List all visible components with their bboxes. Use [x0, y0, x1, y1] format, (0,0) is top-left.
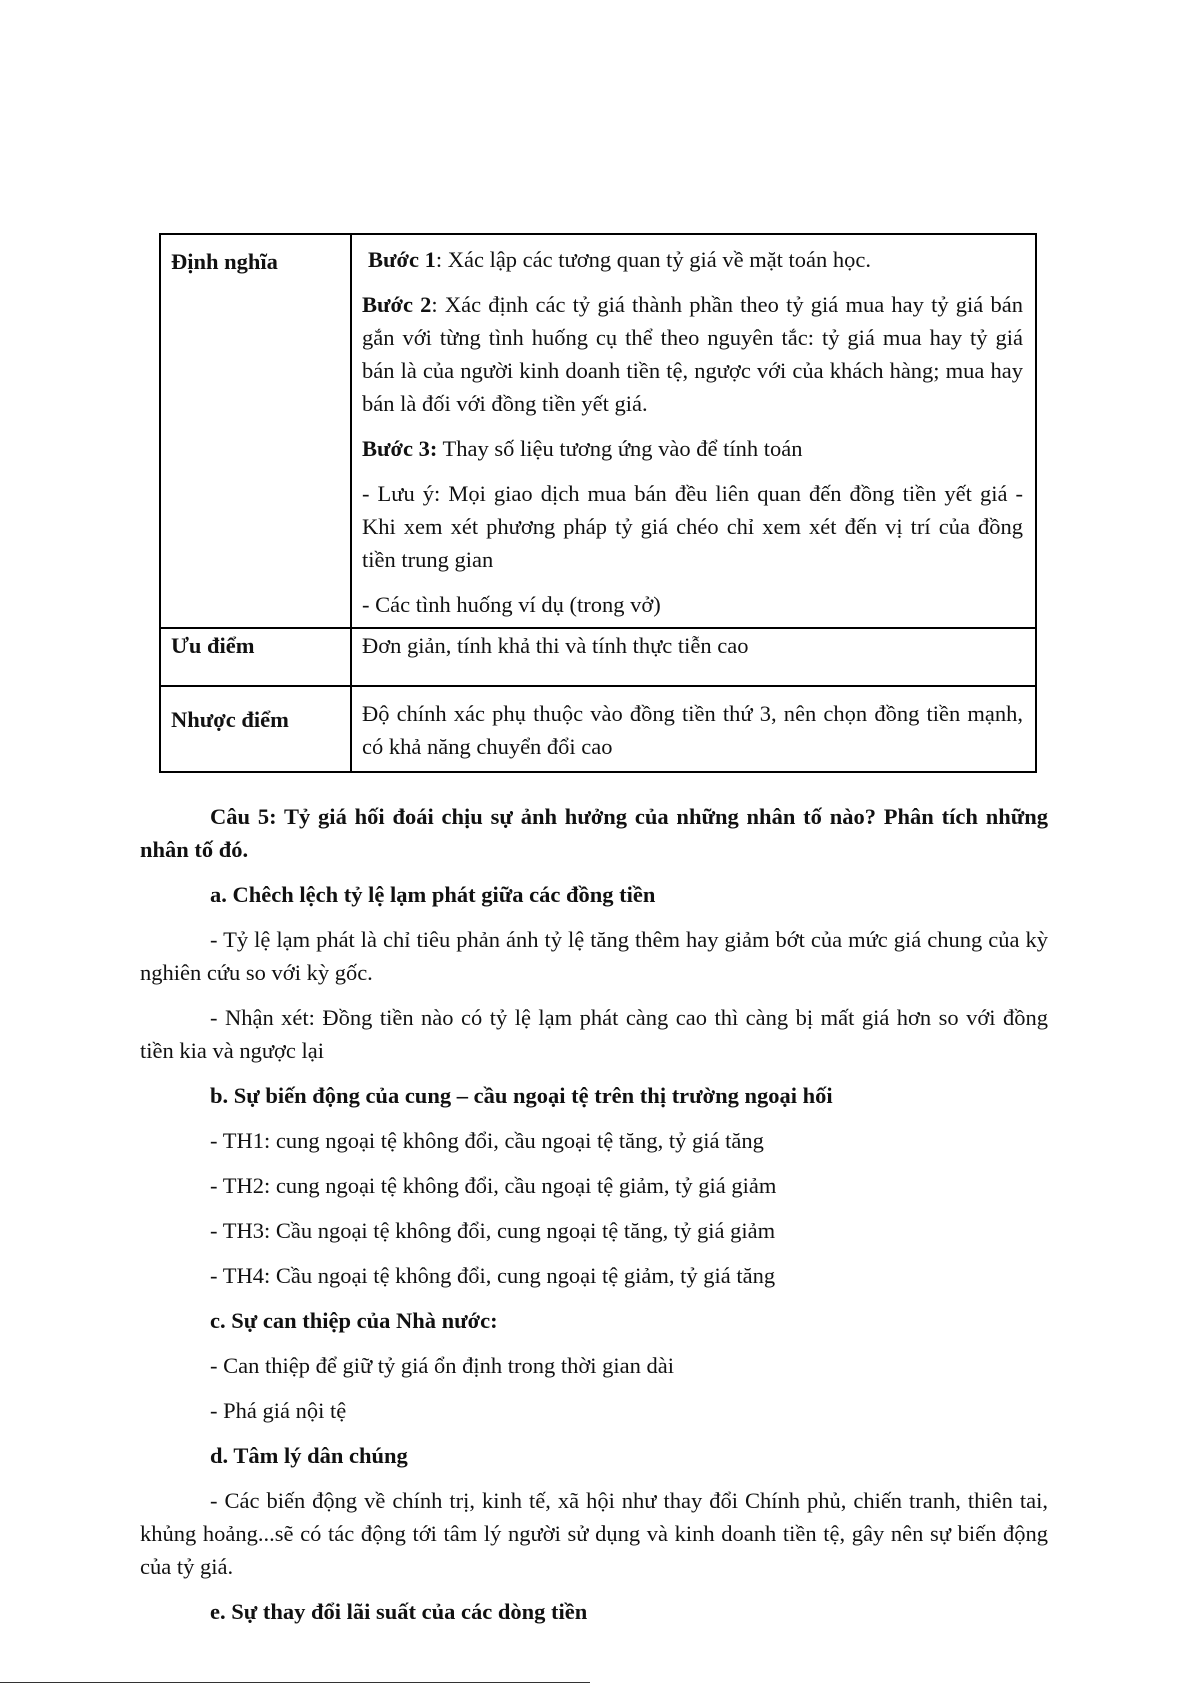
examples-paragraph: - Các tình huống ví dụ (trong vở) [362, 592, 661, 617]
step-3-text: Thay số liệu tương ứng vào để tính toán [437, 436, 803, 461]
section-heading: b. Sự biến động của cung – cầu ngoại tệ trên thị trường ngoại hối [210, 1083, 833, 1108]
section-heading: c. Sự can thiệp của Nhà nước: [210, 1308, 498, 1333]
row-label: Nhược điểm [160, 686, 351, 772]
footer-divider [0, 1682, 590, 1683]
question-heading: Câu 5: Tỷ giá hối đoái chịu sự ảnh hưởng của những nhân tố nào? Phân tích những nhân tố đó. [140, 804, 1048, 862]
step-3 [362, 432, 1023, 465]
row-content: Độ chính xác phụ thuộc vào đồng tiền thứ 3, nên chọn đồng tiền mạnh, có khả năng chuyển đổi cao [351, 686, 1036, 772]
section-heading: e. Sự thay đổi lãi suất của các dòng tiền [210, 1599, 588, 1624]
section-heading: a. Chêch lệch tỷ lệ lạm phát giữa các đồng tiền [210, 882, 656, 907]
list-item: - TH2: cung ngoại tệ không đổi, cầu ngoại tệ giảm, tỷ giá giảm [210, 1173, 777, 1198]
method-table [159, 233, 1037, 773]
list-item: - TH1: cung ngoại tệ không đổi, cầu ngoại tệ tăng, tỷ giá tăng [210, 1128, 764, 1153]
step-2-text: : Xác định các tỷ giá thành phần theo tỷ giá mua hay tỷ giá bán gắn với từng tình huống cụ thể theo nguyên tắc: tỷ giá mua hay tỷ giá bán là của người kinh doanh tiền tệ, ngược với của khách hàng; mua hay bán là đối với đồng tiền yết giá. [362, 292, 1023, 416]
step-3-label: Bước 3: [362, 436, 438, 461]
table-row [160, 234, 1036, 628]
list-item: - Phá giá nội tệ [210, 1398, 347, 1423]
list-item: - Can thiệp để giữ tỷ giá ổn định trong thời gian dài [210, 1353, 675, 1378]
step-1-label: Bước 1 [368, 247, 436, 272]
paragraph: - Tỷ lệ lạm phát là chỉ tiêu phản ánh tỷ lệ tăng thêm hay giảm bớt của mức giá chung của kỳ nghiên cứu so với kỳ gốc. [140, 927, 1048, 985]
row-content [351, 234, 1036, 628]
row-label: Ưu điểm [160, 628, 351, 686]
step-2-label: Bước 2 [362, 292, 432, 317]
step-1-text: : Xác lập các tương quan tỷ giá về mặt toán học. [435, 247, 872, 272]
table-row [160, 628, 1036, 686]
row-label: Định nghĩa [160, 234, 351, 628]
paragraph: - Nhận xét: Đồng tiền nào có tỷ lệ lạm phát càng cao thì càng bị mất giá hơn so với đồng tiền kia và ngược lại [140, 1005, 1048, 1063]
note-paragraph: - Lưu ý: Mọi giao dịch mua bán đều liên quan đến đồng tiền yết giá - Khi xem xét phương pháp tỷ giá chéo chỉ xem xét đến vị trí của đồng tiền trung gian [362, 481, 1023, 572]
document-body [140, 800, 1048, 1640]
step-1 [362, 243, 1023, 276]
list-item: - TH4: Cầu ngoại tệ không đổi, cung ngoại tệ giảm, tỷ giá tăng [210, 1263, 776, 1288]
step-2 [362, 288, 1023, 420]
table-row [160, 686, 1036, 772]
list-item: - TH3: Cầu ngoại tệ không đổi, cung ngoại tệ tăng, tỷ giá giảm [210, 1218, 776, 1243]
row-content: Đơn giản, tính khả thi và tính thực tiễn cao [351, 628, 1036, 686]
section-heading: d. Tâm lý dân chúng [210, 1443, 408, 1468]
paragraph: - Các biến động về chính trị, kinh tế, xã hội như thay đổi Chính phủ, chiến tranh, thiên tai, khủng hoảng...sẽ có tác động tới tâm lý người sử dụng và kinh doanh tiền tệ, gây nên sự biến động của tỷ giá. [140, 1488, 1048, 1579]
